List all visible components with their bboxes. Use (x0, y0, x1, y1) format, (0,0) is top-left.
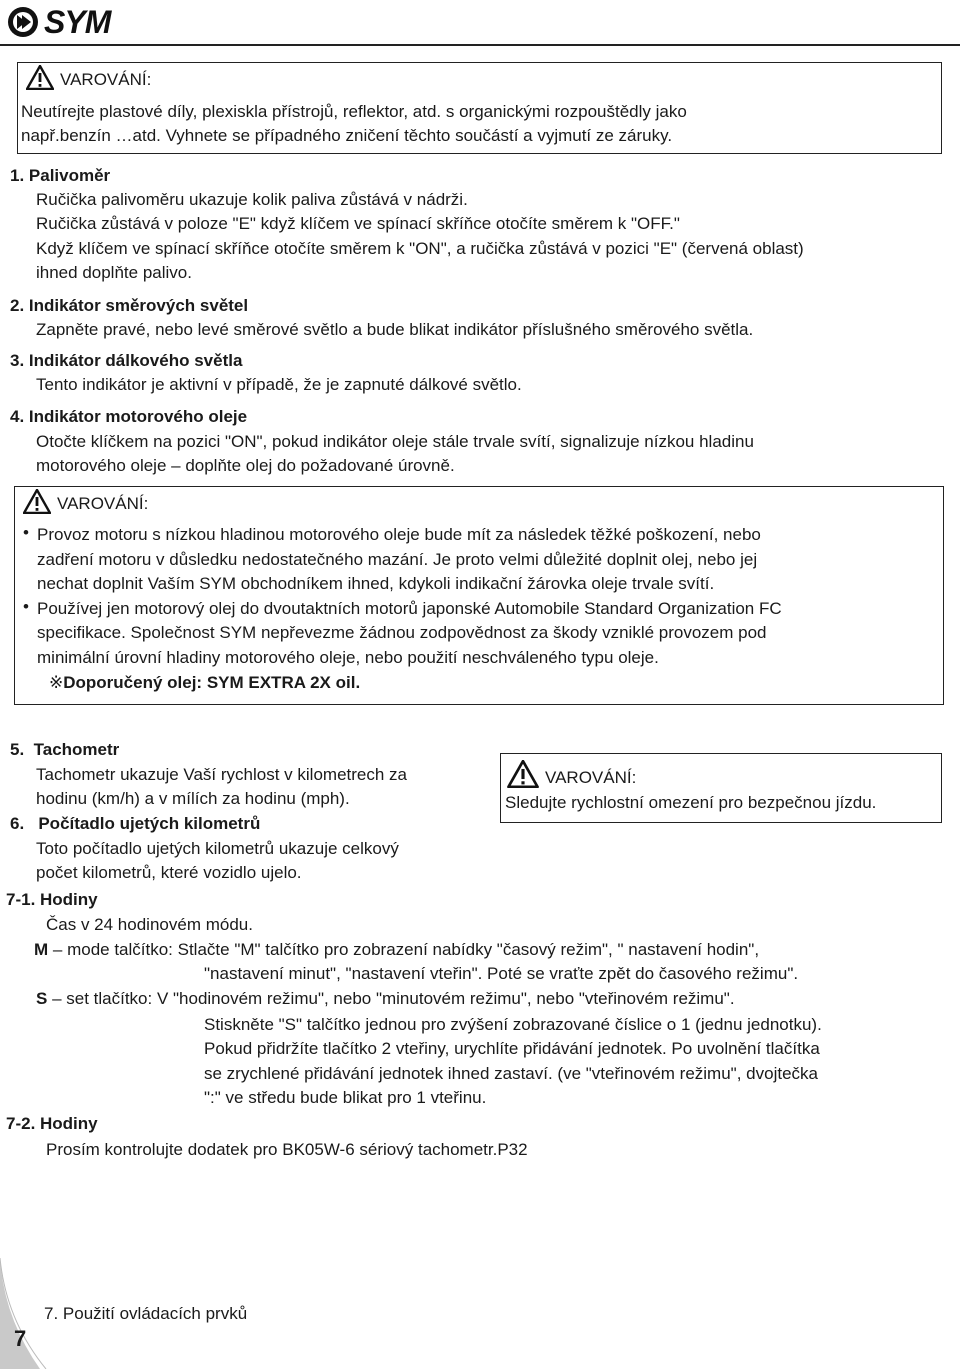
warning-box-oil (14, 486, 944, 705)
section-heading-high-beam: 3. Indikátor dálkového světla (10, 351, 243, 370)
paragraph-line: počet kilometrů, které vozidlo ujelo. (36, 863, 302, 882)
warning-text: Neutírejte plastové díly, plexiskla přístrojů, reflektor, atd. s organickými rozpouštědly jako (21, 102, 687, 121)
paragraph-line: Tento indikátor je aktivní v případě, že je zapnuté dálkové světlo. (36, 375, 522, 394)
warning-text: minimální úrovní hladiny motorového oleje, nebo použití neschváleného typu oleje. (37, 648, 659, 667)
sym-emblem-icon (6, 5, 40, 39)
paragraph-line: Stiskněte "S" talčítko jednou pro zvýšení zobrazované číslice o 1 (jednu jednotku). (204, 1015, 822, 1034)
paragraph-line: Čas v 24 hodinovém módu. (46, 915, 253, 934)
warning-triangle-icon (26, 65, 54, 90)
section-heading-turn-indicator: 2. Indikátor směrových světel (10, 296, 249, 315)
section-heading-oil-indicator: 4. Indikátor motorového oleje (10, 407, 248, 426)
bullet-icon: • (23, 597, 29, 616)
section-heading-odometer: 6. Počítadlo ujetých kilometrů (10, 814, 261, 833)
warning-triangle-icon (507, 760, 539, 788)
warning-title (507, 760, 636, 788)
warning-title (23, 489, 148, 514)
recommended-oil-note (49, 671, 360, 695)
warning-title-text: VAROVÁNÍ: (60, 70, 152, 89)
warning-box-speed (500, 753, 942, 823)
warning-title-text: VAROVÁNÍ: (545, 768, 637, 787)
set-button-text: – set tlačítko: V "hodinovém režimu", nebo "minutovém režimu", nebo "vteřinovém režimu". (47, 989, 735, 1008)
paragraph-line: Toto počítadlo ujetých kilometrů ukazuje celkový (36, 839, 399, 858)
warning-text: Provoz motoru s nízkou hladinou motorového oleje bude mít za následek těžké poškození, nebo (37, 525, 761, 544)
brand-logo (6, 4, 110, 40)
paragraph-line: hodinu (km/h) a v mílích za hodinu (mph). (36, 789, 350, 808)
warning-text: Používej jen motorový olej do dvoutaktních motorů japonské Automobile Standard Organization FC (37, 599, 782, 618)
page-number: 7 (14, 1326, 27, 1351)
mode-button-text: – mode talčítko: Stlačte "M" talčítko pro zobrazení nabídky "časový režim", " nastavení hodin", (48, 940, 760, 959)
mode-button-description (34, 938, 759, 962)
paragraph-line: Ručička palivoměru ukazuje kolik paliva zůstává v nádrži. (36, 190, 468, 209)
mode-key-label: M (34, 940, 49, 959)
paragraph-line: Tachometr ukazuje Vaší rychlost v kilometrech za (36, 765, 407, 784)
warning-text: zadření motoru v důsledku nedostatečného mazání. Je proto velmi důležité doplnit olej, nebo jej (37, 550, 758, 569)
warning-text: nechat doplnit Vaším SYM obchodníkem ihned, kdykoli indikační žárovka oleje trvale svítí. (37, 574, 715, 593)
paragraph-line: motorového oleje – doplňte olej do požadované úrovně. (36, 456, 455, 475)
paragraph-line: Pokud přidržíte tlačítko 2 vteřiny, urychlíte přidávání jednotek. Po uvolnění tlačítka (204, 1039, 820, 1058)
warning-title-text: VAROVÁNÍ: (57, 494, 149, 513)
warning-box-cleaning (17, 62, 942, 154)
warning-triangle-icon (23, 489, 51, 514)
paragraph-line: ":" ve středu bude blikat pro 1 vteřinu. (204, 1088, 487, 1107)
footer-chapter-title: 7. Použití ovládacích prvků (44, 1304, 248, 1323)
reference-mark-icon: ※ (49, 673, 64, 692)
set-key-label: S (36, 989, 48, 1008)
paragraph-line: Ručička zůstává v poloze "E" když klíčem ve spínací skříňce otočíte směrem k "OFF." (36, 214, 680, 233)
paragraph-line: Otočte klíčkem na pozici "ON", pokud indikátor oleje stále trvale svítí, signalizuje nízkou hladinu (36, 432, 754, 451)
warning-text: např.benzín …atd. Vyhnete se případného zničení těchto součástí a vyjmutí ze záruky. (21, 126, 673, 145)
paragraph-line: se zrychlené přidávání jednotek ihned zastaví. (ve "vteřinovém režimu", dvojtečka (204, 1064, 818, 1083)
paragraph-line: ihned doplňte palivo. (36, 263, 192, 282)
paragraph-line: Zapněte pravé, nebo levé směrové světlo a bude blikat indikátor příslušného směrového světla. (36, 320, 754, 339)
bullet-icon: • (23, 523, 29, 542)
header-divider (0, 44, 960, 46)
recommended-oil-text: Doporučený olej: SYM EXTRA 2X oil. (63, 673, 361, 692)
paragraph-line: Prosím kontrolujte dodatek pro BK05W-6 sériový tachometr.P32 (46, 1140, 528, 1159)
paragraph-line: Když klíčem ve spínací skříňce otočíte směrem k "ON", a ručička zůstává v pozici "E" (červená oblast) (36, 239, 804, 258)
section-heading-speedometer: 5. Tachometr (10, 740, 120, 759)
section-heading-clock-2: 7-2. Hodiny (6, 1114, 98, 1133)
logo-text: SYM (44, 3, 111, 40)
warning-text: specifikace. Společnost SYM nepřevezme žádnou zodpovědnost za škody vzniklé provozem pod (37, 623, 767, 642)
warning-title (26, 65, 151, 90)
paragraph-line: "nastavení minut", "nastavení vteřin". Poté se vraťte zpět do časového režimu". (204, 964, 799, 983)
section-heading-fuel-gauge: 1. Palivoměr (10, 166, 111, 185)
section-heading-clock: 7-1. Hodiny (6, 890, 98, 909)
warning-text: Sledujte rychlostní omezení pro bezpečnou jízdu. (505, 793, 877, 812)
set-button-description (36, 987, 735, 1011)
